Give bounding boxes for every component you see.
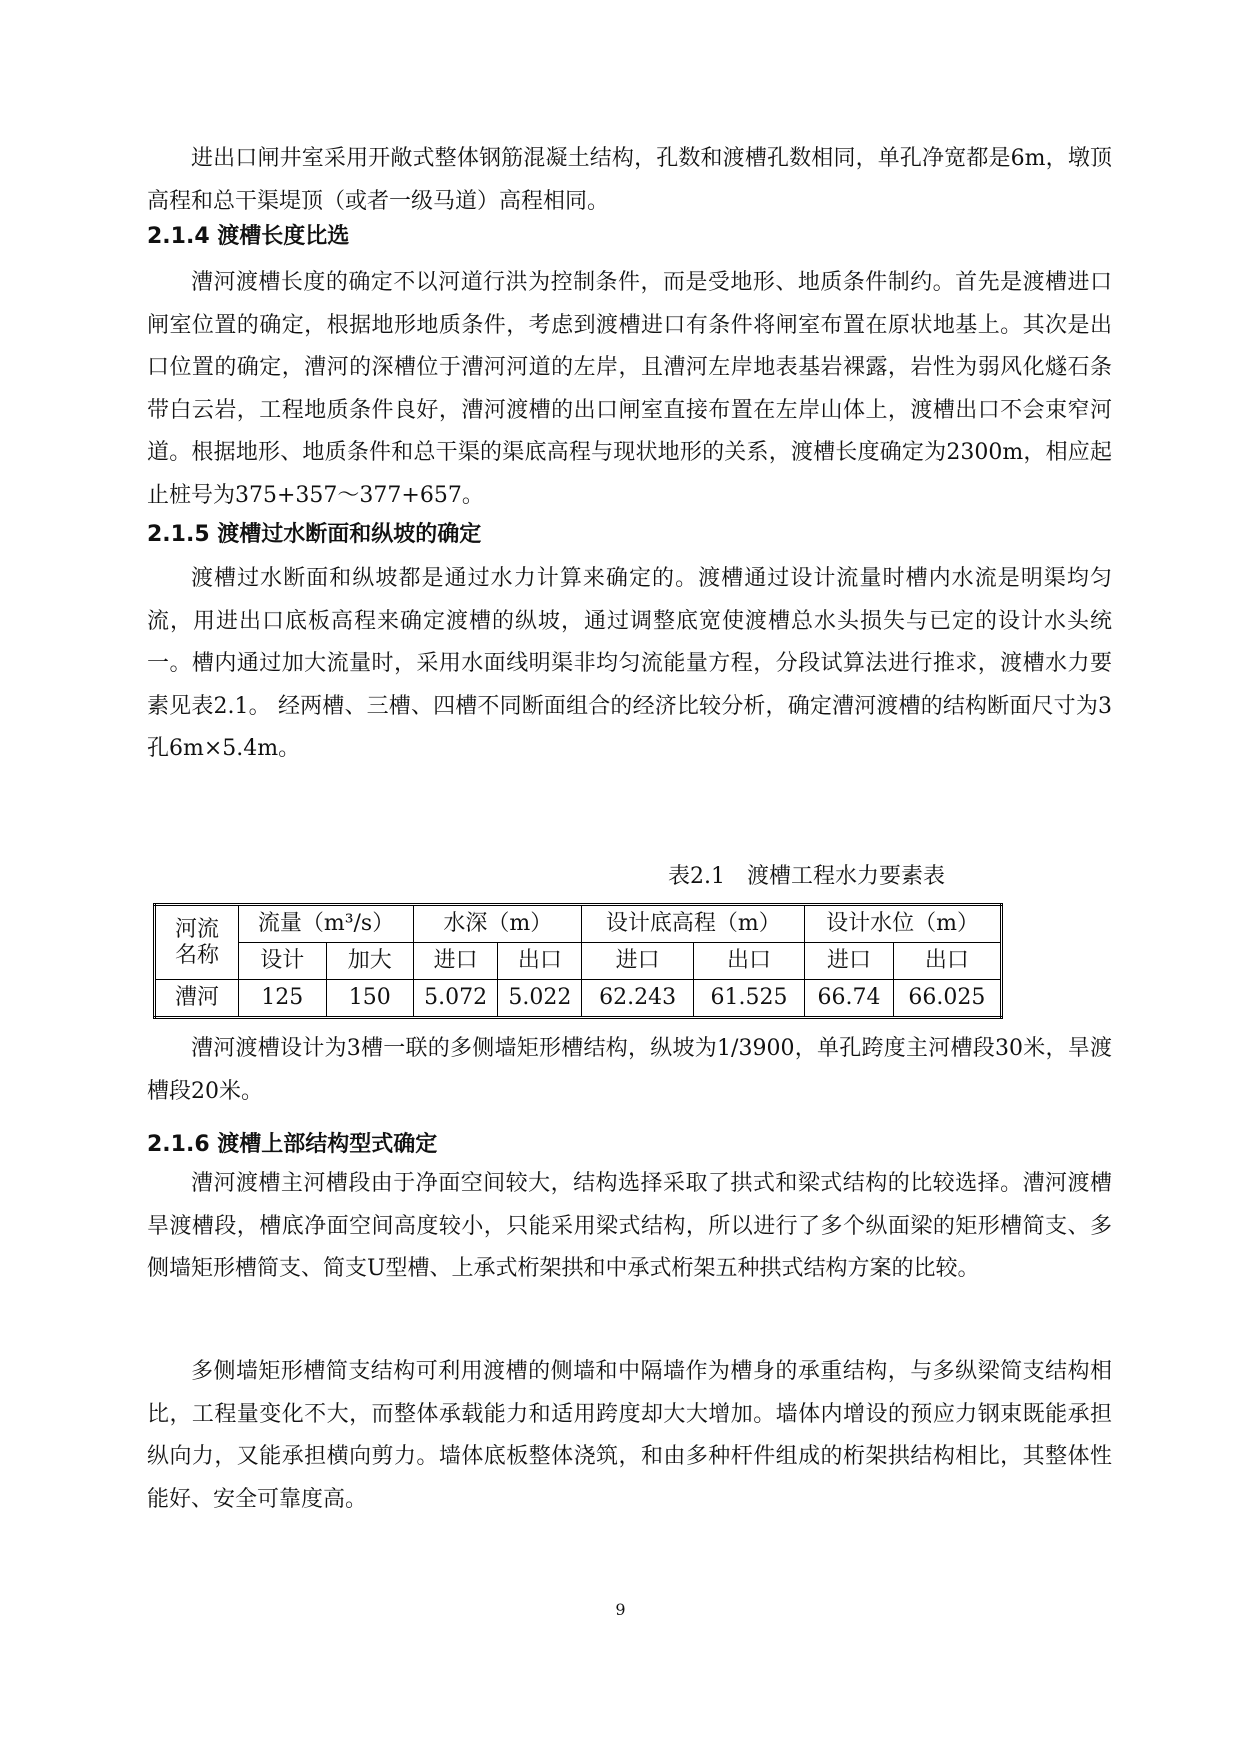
table-subheader-row (155, 943, 1002, 980)
paragraph-multi-wall-structure: 多侧墙矩形槽简支结构可利用渡槽的侧墙和中隔墙作为槽身的承重结构，与多纵梁简支结构相比，工程量变化不大，而整体承载能力和适用跨度却大大增加。墙体内增设的预应力钢束既能承担纵向力，又能承担横向剪力。墙体底板整体浇筑，和由多种杆件组成的桁架拱结构相比，其整体性能好、安全可靠度高。 (147, 1359, 1112, 1512)
page-number: 9 (615, 1600, 626, 1619)
cell-river-name: 漕河 (155, 980, 239, 1018)
paragraph-structure-design: 漕河渡槽设计为3槽一联的多侧墙矩形槽结构，纵坡为1/3900，单孔跨度主河槽段30米，旱渡槽段20米。 (147, 1036, 1112, 1104)
table-caption: 表2.1 渡槽工程水力要素表 (668, 864, 945, 889)
paragraph-cross-section: 渡槽过水断面和纵坡都是通过水力计算来确定的。渡槽通过设计流量时槽内水流是明渠均匀流，用进出口底板高程来确定渡槽的纵坡，通过调整底宽使渡槽总水头损失与已定的设计水头统一。槽内通过加大流量时，采用水面线明渠非均匀流能量方程，分段试算法进行推求，渡槽水力要素见表2.1。 经两槽、三槽、四槽不同断面组合的经济比较分析，确定漕河渡槽的结构断面尺寸为3孔6m×5.4m。 (147, 566, 1112, 761)
cell-increased-flow: 150 (326, 980, 414, 1018)
hydraulic-elements-table (153, 903, 1003, 1019)
heading-2-1-4: 2.1.4 渡槽长度比选 (147, 224, 350, 249)
cell-elevation-inlet: 62.243 (582, 980, 693, 1018)
subheader-level-outlet: 出口 (893, 943, 1001, 980)
paragraph-gate-chamber: 进出口闸井室采用开敞式整体钢筋混凝土结构，孔数和渡槽孔数相同，单孔净宽都是6m，墩顶高程和总干渠堤顶（或者一级马道）高程相同。 (147, 146, 1112, 214)
cell-design-flow: 125 (239, 980, 327, 1018)
river-header-line1: 河流 (174, 916, 219, 942)
subheader-depth-outlet: 出口 (498, 943, 582, 980)
subheader-design-flow: 设计 (239, 943, 327, 980)
table-header-row (155, 905, 1002, 943)
river-header-cell (155, 905, 239, 980)
cell-depth-inlet: 5.072 (414, 980, 498, 1018)
subheader-depth-inlet: 进口 (414, 943, 498, 980)
cell-elevation-outlet: 61.525 (693, 980, 804, 1018)
table-row (155, 980, 1002, 1018)
cell-depth-outlet: 5.022 (498, 980, 582, 1018)
subheader-elevation-outlet: 出口 (693, 943, 804, 980)
group-header-water-level: 设计水位（m） (805, 905, 1002, 943)
paragraph-structure-comparison: 漕河渡槽主河槽段由于净面空间较大，结构选择采取了拱式和梁式结构的比较选择。漕河渡槽旱渡槽段，槽底净面空间高度较小，只能采用梁式结构，所以进行了多个纵面梁的矩形槽简支、多侧墙矩形槽简支、简支U型槽、上承式桁架拱和中承式桁架五种拱式结构方案的比较。 (147, 1171, 1112, 1281)
river-header-line2: 名称 (174, 942, 219, 968)
group-header-depth: 水深（m） (414, 905, 582, 943)
subheader-elevation-inlet: 进口 (582, 943, 693, 980)
group-header-flow: 流量（m³/s） (239, 905, 414, 943)
heading-2-1-6: 2.1.6 渡槽上部结构型式确定 (147, 1132, 438, 1157)
subheader-level-inlet: 进口 (805, 943, 894, 980)
heading-2-1-5: 2.1.5 渡槽过水断面和纵坡的确定 (147, 522, 482, 547)
subheader-increased-flow: 加大 (326, 943, 414, 980)
cell-level-outlet: 66.025 (893, 980, 1001, 1018)
cell-level-inlet: 66.74 (805, 980, 894, 1018)
group-header-bottom-elevation: 设计底高程（m） (582, 905, 805, 943)
paragraph-aqueduct-length: 漕河渡槽长度的确定不以河道行洪为控制条件，而是受地形、地质条件制约。首先是渡槽进口闸室位置的确定，根据地形地质条件，考虑到渡槽进口有条件将闸室布置在原状地基上。其次是出口位置的确定，漕河的深槽位于漕河河道的左岸，且漕河左岸地表基岩裸露，岩性为弱风化燧石条带白云岩，工程地质条件良好，漕河渡槽的出口闸室直接布置在左岸山体上，渡槽出口不会束窄河道。根据地形、地质条件和总干渠的渠底高程与现状地形的关系，渡槽长度确定为2300m，相应起止桩号为375+357～377+657。 (147, 270, 1112, 508)
